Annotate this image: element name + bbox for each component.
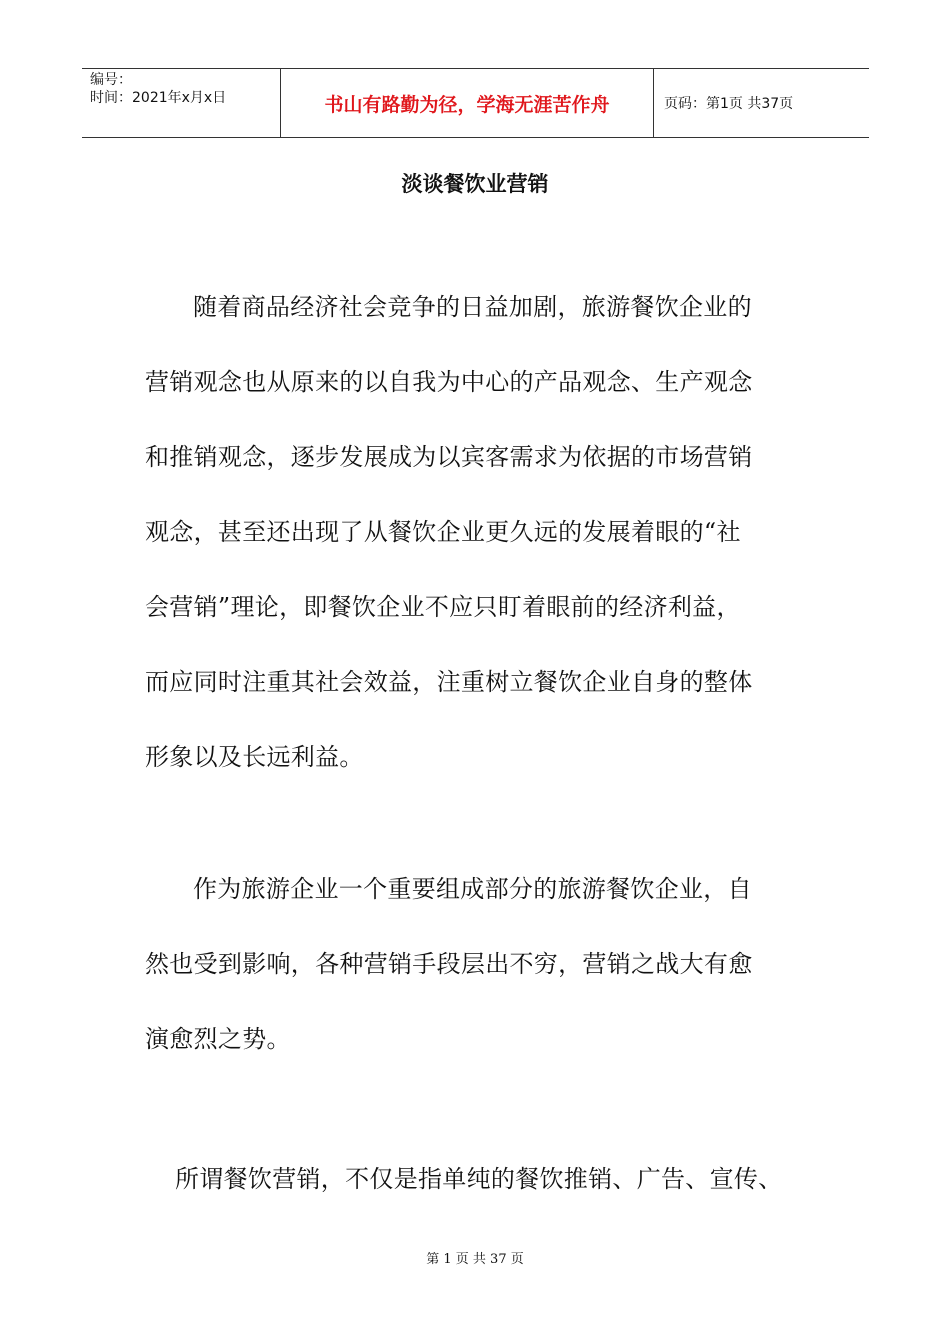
paragraph-line: 然也受到影响，各种营销手段层出不穷，营销之战大有愈 — [145, 950, 753, 978]
paragraph-line: 演愈烈之势。 — [145, 1025, 291, 1053]
paragraph-line: 和推销观念，逐步发展成为以宾客需求为依据的市场营销 — [145, 443, 753, 471]
header-meta-cell — [82, 69, 281, 137]
paragraph-line: 随着商品经济社会竞争的日益加剧，旅游餐饮企业的 — [193, 293, 752, 321]
document-title: 淡谈餐饮业营销 — [401, 172, 549, 196]
paragraph-1 — [145, 270, 807, 795]
paragraph-line: 而应同时注重其社会效益，注重树立餐饮企业自身的整体 — [145, 668, 753, 696]
header-page-cell — [654, 69, 869, 137]
header-motto-cell — [281, 69, 654, 137]
paragraph-line: 观念，甚至还出现了从餐饮企业更久远的发展着眼的“社 — [145, 518, 741, 546]
paragraph-3 — [145, 1142, 835, 1217]
document-number-label: 编号： — [90, 72, 132, 88]
paragraph-line: 形象以及长远利益。 — [145, 743, 364, 771]
paragraph-line: 营销观念也从原来的以自我为中心的产品观念、生产观念 — [145, 368, 753, 396]
paragraph-line: 作为旅游企业一个重要组成部分的旅游餐饮企业，自 — [193, 875, 752, 903]
paragraph-line: 会营销”理论，即餐饮企业不应只盯着眼前的经济利益， — [145, 593, 741, 621]
header-page-info: 页码：第1页 共37页 — [664, 96, 794, 112]
document-date-label: 时间：2021年x月x日 — [90, 90, 227, 106]
paragraph-2 — [145, 852, 807, 1077]
paragraph-line: 所谓餐饮营销，不仅是指单纯的餐饮推销、广告、宣传、 — [175, 1165, 783, 1193]
header-motto: 书山有路勤为径，学海无涯苦作舟 — [324, 93, 610, 116]
header-table — [82, 68, 869, 138]
page-footer: 第 1 页 共 37 页 — [426, 1252, 524, 1267]
